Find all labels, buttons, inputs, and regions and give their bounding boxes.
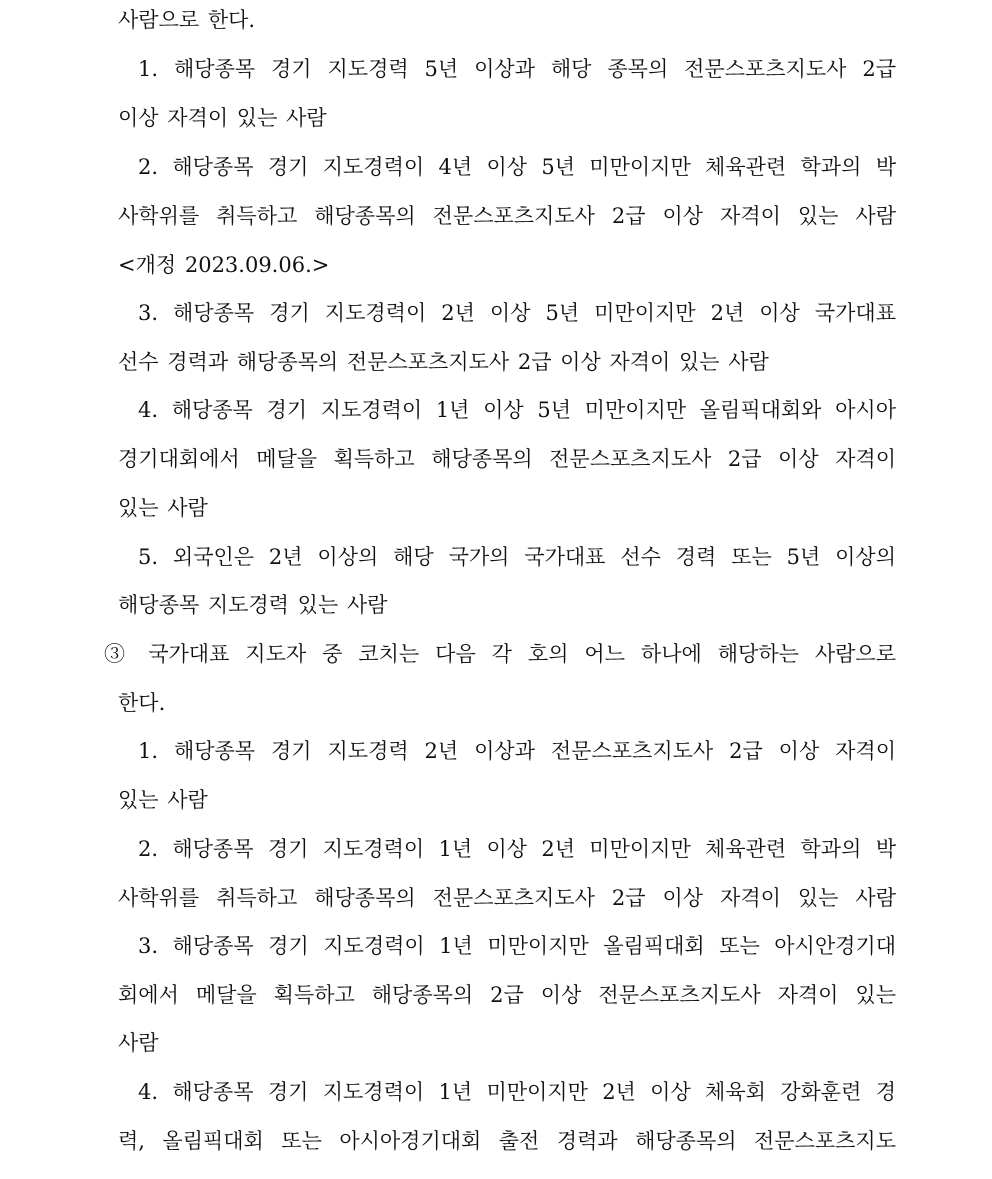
list-item-line: 1. 해당종목 경기 지도경력 2년 이상과 전문스포츠지도사 2급 이상 자격이: [138, 739, 896, 763]
text-line: 있는 사람: [118, 496, 208, 520]
text-line: 사학위를 취득하고 해당종목의 전문스포츠지도사 2급 이상 자격이 있는 사람: [118, 204, 896, 228]
list-item-line: 3. 해당종목 경기 지도경력이 2년 이상 5년 미만이지만 2년 이상 국가대표: [138, 301, 896, 325]
text-line: 사학위를 취득하고 해당종목의 전문스포츠지도사 2급 이상 자격이 있는 사람: [118, 886, 896, 910]
list-item-line: 1. 해당종목 경기 지도경력 5년 이상과 해당 종목의 전문스포츠지도사 2급: [138, 57, 896, 81]
list-item-line: 2. 해당종목 경기 지도경력이 1년 이상 2년 미만이지만 체육관련 학과의 박: [138, 837, 896, 861]
list-item-line: 3. 해당종목 경기 지도경력이 1년 미만이지만 올림픽대회 또는 아시안경기대: [138, 934, 896, 958]
text-line: 해당종목 지도경력 있는 사람: [118, 593, 388, 617]
text-line: 력, 올림픽대회 또는 아시아경기대회 출전 경력과 해당종목의 전문스포츠지도: [118, 1129, 896, 1153]
text-line: 있는 사람: [118, 788, 208, 812]
paragraph-line: ③ 국가대표 지도자 중 코치는 다음 각 호의 어느 하나에 해당하는 사람으로: [104, 642, 896, 666]
amendment-note: <개정 2023.09.06.>: [118, 253, 330, 277]
text-line: 사람으로 한다.: [118, 8, 256, 32]
text-line: 경기대회에서 메달을 획득하고 해당종목의 전문스포츠지도사 2급 이상 자격이: [118, 447, 896, 471]
list-item-line: 5. 외국인은 2년 이상의 해당 국가의 국가대표 선수 경력 또는 5년 이상의: [138, 545, 896, 569]
list-item-line: 4. 해당종목 경기 지도경력이 1년 이상 5년 미만이지만 올림픽대회와 아시아: [138, 398, 896, 422]
list-item-line: 4. 해당종목 경기 지도경력이 1년 미만이지만 2년 이상 체육회 강화훈련 경: [138, 1080, 896, 1104]
text-line: 회에서 메달을 획득하고 해당종목의 2급 이상 전문스포츠지도사 자격이 있는: [118, 983, 896, 1007]
text-line: 사람: [118, 1031, 159, 1055]
text-line: 선수 경력과 해당종목의 전문스포츠지도사 2급 이상 자격이 있는 사람: [118, 350, 769, 374]
list-item-line: 2. 해당종목 경기 지도경력이 4년 이상 5년 미만이지만 체육관련 학과의 박: [138, 155, 896, 179]
text-line: 이상 자격이 있는 사람: [118, 106, 327, 130]
text-line: 한다.: [118, 691, 166, 715]
